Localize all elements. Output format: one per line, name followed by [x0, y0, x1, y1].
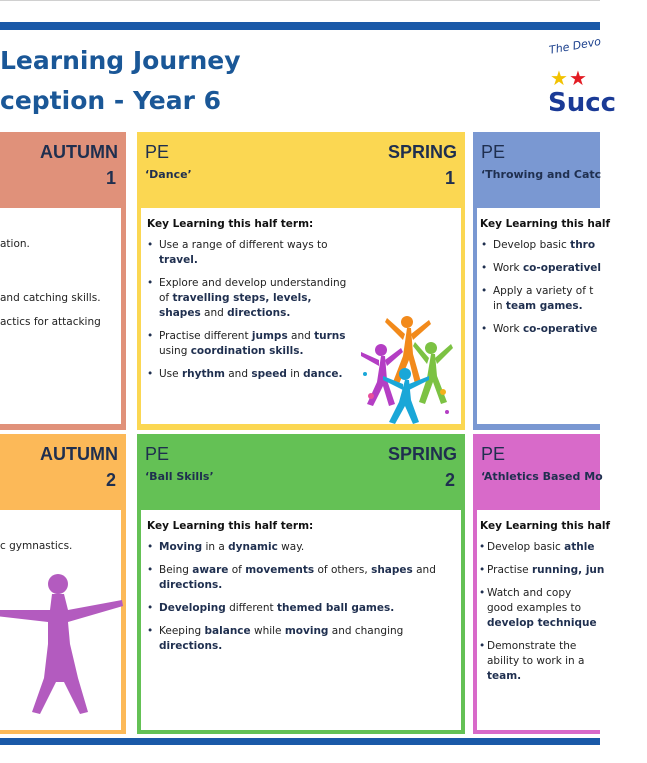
unit-title: ‘Dance’	[145, 168, 192, 181]
half-term-number: 1	[444, 168, 455, 188]
list-item: • Practise different jumps and turns using coordination skills.	[145, 329, 355, 359]
learning-list	[145, 238, 355, 390]
season-label: AUTUMN	[40, 444, 118, 464]
list-item: • Developing different themed ball games.	[145, 601, 445, 616]
card-autumn-2	[0, 434, 126, 734]
season-label: SPRING	[387, 444, 457, 464]
key-learning-heading: Key Learning this half	[480, 520, 611, 532]
logo-tagline: The Devo	[548, 34, 602, 57]
list-item: • Moving in a dynamic way.	[145, 540, 445, 555]
half-term-number: 2	[105, 470, 116, 490]
learning-list	[145, 540, 445, 662]
page-title-line-2: ception - Year 6	[0, 86, 222, 115]
page-title-line-1: Learning Journey	[0, 46, 241, 75]
subject-label: PE	[145, 444, 170, 464]
card-summer-2	[473, 434, 611, 734]
list-item: • Practise running, jun	[477, 563, 647, 578]
logo-wordmark: Succ	[548, 88, 617, 118]
half-term-number: 2	[444, 470, 455, 490]
text-fragment: actics for attacking	[0, 316, 101, 328]
logo-stars-icon: ★★	[550, 66, 588, 90]
card-autumn-1	[0, 132, 126, 430]
dancers-illustration	[357, 312, 453, 424]
unit-title: ‘Athletics Based Mo	[481, 470, 603, 483]
text-fragment: c gymnastics.	[0, 540, 73, 552]
list-item: • Demonstrate the ability to work in a team.	[477, 639, 647, 684]
top-hairline	[0, 0, 600, 1]
card-body	[141, 510, 461, 730]
card-summer-1	[473, 132, 611, 430]
subject-label: PE	[145, 142, 170, 162]
list-item: • Work co-operativel	[479, 261, 639, 276]
card-body	[0, 208, 121, 424]
top-banner-bar	[0, 22, 600, 30]
card-body	[141, 208, 461, 424]
card-spring-1	[137, 132, 465, 430]
learning-list	[477, 540, 647, 692]
list-item: • Use rhythm and speed in dance.	[145, 367, 355, 382]
text-fragment: ation.	[0, 238, 30, 250]
card-body	[477, 208, 611, 424]
list-item: • Work co-operative	[479, 322, 639, 337]
half-term-number: 1	[105, 168, 116, 188]
list-item: • Watch and copy good examples to develop technique	[477, 586, 647, 631]
learning-list	[479, 238, 639, 345]
season-label: SPRING	[387, 142, 457, 162]
list-item: • Apply a variety of t in team games.	[479, 284, 639, 314]
unit-title: ‘Ball Skills’	[145, 470, 214, 483]
season-label: AUTUMN	[40, 142, 118, 162]
list-item: • Develop basic thro	[479, 238, 639, 253]
gymnast-silhouette	[0, 570, 124, 720]
bottom-banner-bar	[0, 738, 600, 745]
card-body	[0, 510, 121, 730]
subject-label: PE	[481, 444, 506, 464]
unit-title: ‘Throwing and Catc	[481, 168, 602, 181]
key-learning-heading: Key Learning this half term:	[147, 520, 314, 532]
list-item: • Being aware of movements of others, shapes and directions.	[145, 563, 445, 593]
subject-label: PE	[481, 142, 506, 162]
key-learning-heading: Key Learning this half term:	[147, 218, 314, 230]
school-logo	[548, 34, 617, 122]
text-fragment: and catching skills.	[0, 292, 101, 304]
key-learning-heading: Key Learning this half	[480, 218, 611, 230]
card-spring-2	[137, 434, 465, 734]
list-item: • Explore and develop understanding of travelling steps, levels, shapes and directions.	[145, 276, 355, 321]
list-item: • Develop basic athle	[477, 540, 647, 555]
card-body	[477, 510, 611, 730]
list-item: • Use a range of different ways to travel.	[145, 238, 355, 268]
list-item: • Keeping balance while moving and changing directions.	[145, 624, 445, 654]
